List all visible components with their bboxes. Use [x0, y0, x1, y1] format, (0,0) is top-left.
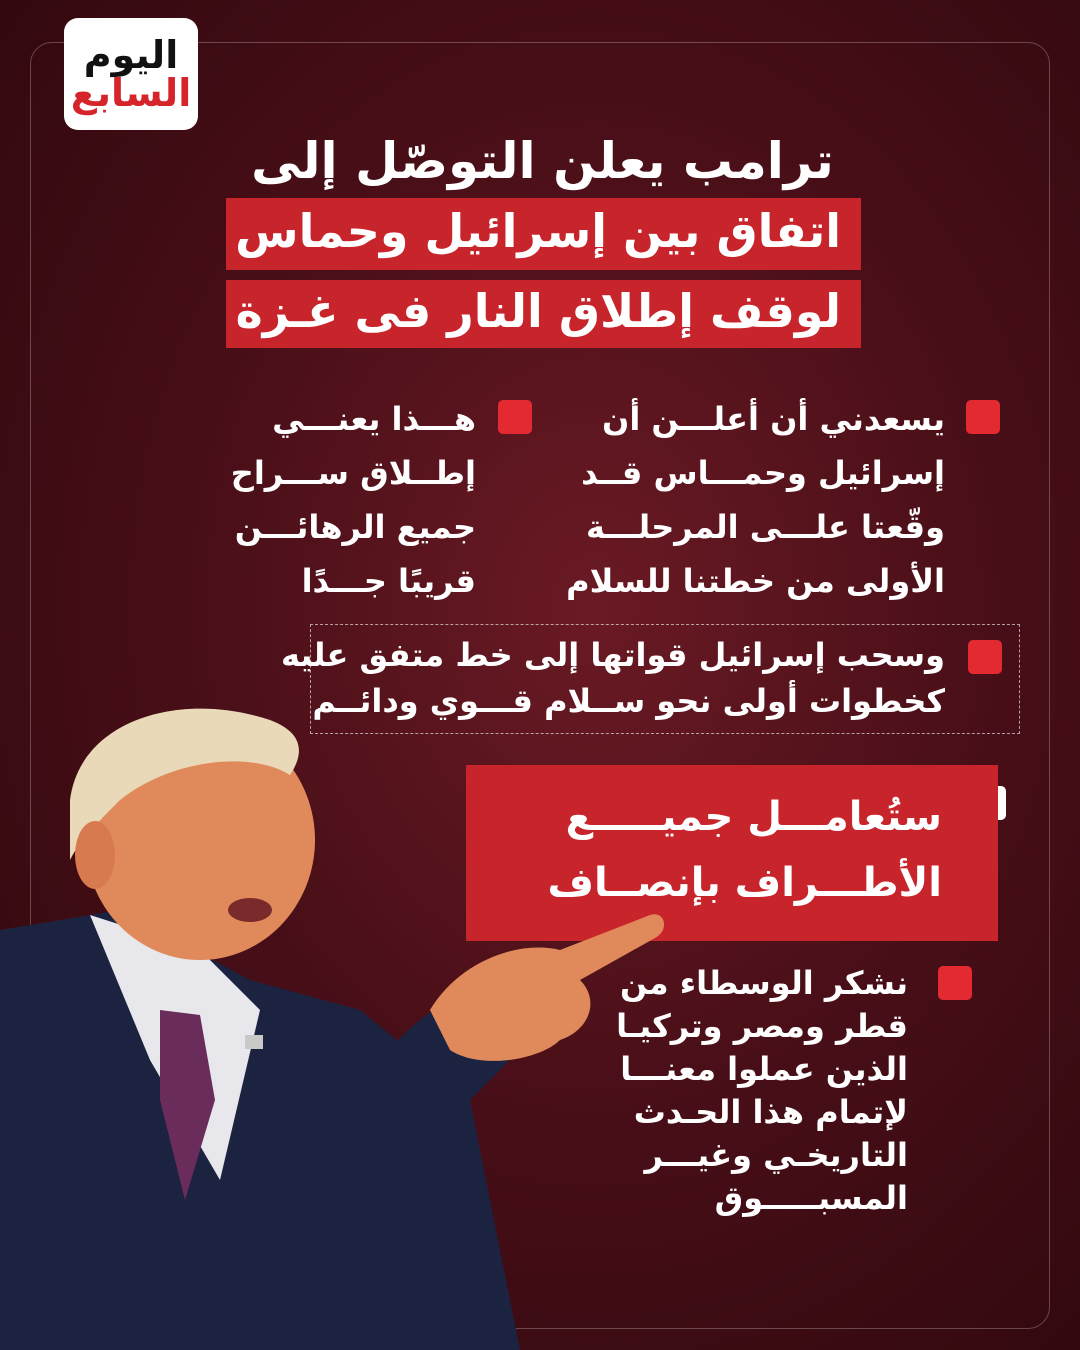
headline-line-3: لوقف إطلاق النار فى غـزة [235, 284, 841, 338]
quote-left-column [160, 392, 476, 608]
logo-line-1: اليوم [83, 33, 179, 77]
quote-line: قطر ومصر وتركيـا [616, 1007, 908, 1045]
quote-line: هـــذا يعنـــي [272, 400, 476, 438]
quote-line: إطــلاق ســـراح [230, 454, 476, 492]
bullet-square-icon [938, 966, 972, 1000]
headline-line-2: اتفاق بين إسرائيل وحماس [235, 204, 841, 258]
quote-line: الأولى من خطتنا للسلام [566, 562, 945, 600]
headline-line-1: ترامب يعلن التوصّل إلى [251, 132, 834, 190]
speaker-photo [0, 680, 720, 1350]
quote-line: يسعدني أن أعلـــن أن [602, 400, 945, 438]
quote-line: وقّعتا علـــى المرحلـــة [585, 508, 945, 546]
quote-line: قريبًا جـــدًا [301, 562, 476, 600]
quote-right-column [560, 392, 945, 608]
quote-line: إسرائيل وحمـــاس قــد [581, 454, 945, 492]
quote-line: لإتمام هذا الحـدث [633, 1093, 908, 1131]
quote-line: وسحب إسرائيل قواتها إلى خط متفق عليه [280, 636, 945, 674]
quote-line: المسبـــــوق [714, 1179, 908, 1217]
quote-line: جميع الرهائـــن [234, 508, 476, 546]
bullet-square-icon [966, 400, 1000, 434]
logo-line-2: السابع [70, 71, 192, 115]
quote-line: الأطـــراف بإنصــاف [547, 860, 942, 906]
quote-line: كخطوات أولى نحو ســلام قـــوي ودائــم [312, 682, 945, 720]
quote-line: نشكر الوسطاء من [619, 964, 908, 1002]
brand-logo [64, 18, 198, 130]
quote-line: الذين عملوا معنـــا [620, 1050, 908, 1088]
quote-line: التاريخـي وغيـــر [644, 1136, 908, 1174]
quote-line: ستُعامـــل جميـــــع [565, 794, 942, 840]
bullet-square-icon [498, 400, 532, 434]
